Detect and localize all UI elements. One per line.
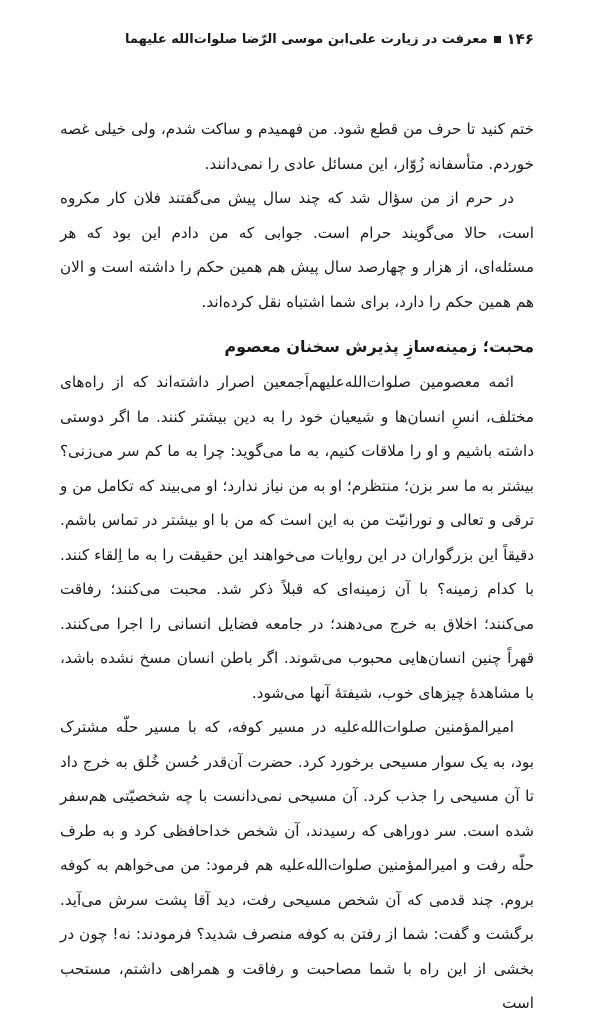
page-number: ۱۴۶ — [506, 30, 534, 48]
paragraph: در حرم از من سؤال شد که چند سال پیش می‌گفتند فلان کار مکروه است، حالا می‌گویند حرام است. جوابی که من دادم این بود که هر مسئله‌ای، از هزار و چهارصد سال پیش هم همین حکم را داشته است و الان هم همین حکم را دارد، برای شما اشتباه نقل کرده‌اند. — [60, 189, 534, 311]
paragraph: امیرالمؤمنین صلوات‌الله‌علیه در مسیر کوفه، که با مسیر حلّه مشترک بود، به یک سوار مسیحی برخورد کرد. حضرت آن‌قدر حُسن خُلق به خرج داد تا آن مسیحی را جذب کرد. آن مسیحی نمی‌دانست با چه شخصیّتی هم‌سفر شده است. سر دوراهی که رسیدند، آن شخص خداحافظی کرد و به طرف حلّه رفت و امیرالمؤمنین صلوات‌الله‌علیه هم فرمود: من می‌خواهم به کوفه بروم. چند قدمی که آن شخص مسیحی رفت، دید آقا پشت سرش می‌آید. برگشت و گفت: شما از رفتن به کوفه منصرف شدید؟ فرمودند: نه! چون در بخشی از این راه با شما مصاحبت و رفاقت و همراهی داشتم، مستحب است — [60, 718, 534, 1012]
running-title: معرفت در زیارت علی‌ابن موسی الرّضا صلوات‌الله علیهما — [125, 31, 488, 47]
body-text — [60, 112, 534, 1021]
paragraph-continued: ختم کنید تا حرف من قطع شود. من فهمیدم و ساکت شدم، ولی خیلی غصه خوردم. متأسفانه زُوّار، این مسائل عادی را نمی‌دانند. — [60, 120, 534, 173]
section-heading: محبت؛ زمینه‌سازِ پذیرش سخنان معصوم — [224, 337, 534, 356]
paragraph: ائمه معصومین صلوات‌الله‌علیهم‌اَجمعین اصرار داشته‌اند که از راه‌های مختلف، انسِ انسان‌ها و شیعیان خود را به دین بیشتر کنند. ما اگر دوستی داشته باشیم و او را ملاقات کنیم، به ما می‌گوید: چرا به ما کم سر می‌زنی؟ بیشتر به ما سر بزن؛ منتظرم؛ او به من نیاز ندارد؛ او می‌بیند که تکامل من و ترقی و تعالی و نورانیّت من به این است که من با او بیشتر در تماس باشم. دقیقاً این بزرگواران در این روایات می‌خواهند این حقیقت را به ما اِلقاء کنند. با کدام زمینه؟ با آن زمینه‌ای که قبلاً ذکر شد. محبت می‌کنند؛ رفاقت می‌کنند؛ اخلاق به خرج می‌دهند؛ در جامعه فضایل انسانی را اجرا می‌کنند. قهراً چنین انسان‌هایی محبوب می‌شوند. اگر باطن انسان مسخ نشده باشد، با مشاهدهٔ چیزهای خوب، شیفتهٔ آنها می‌شود. — [60, 373, 534, 702]
running-header — [60, 28, 534, 50]
square-bullet-icon — [494, 36, 501, 43]
